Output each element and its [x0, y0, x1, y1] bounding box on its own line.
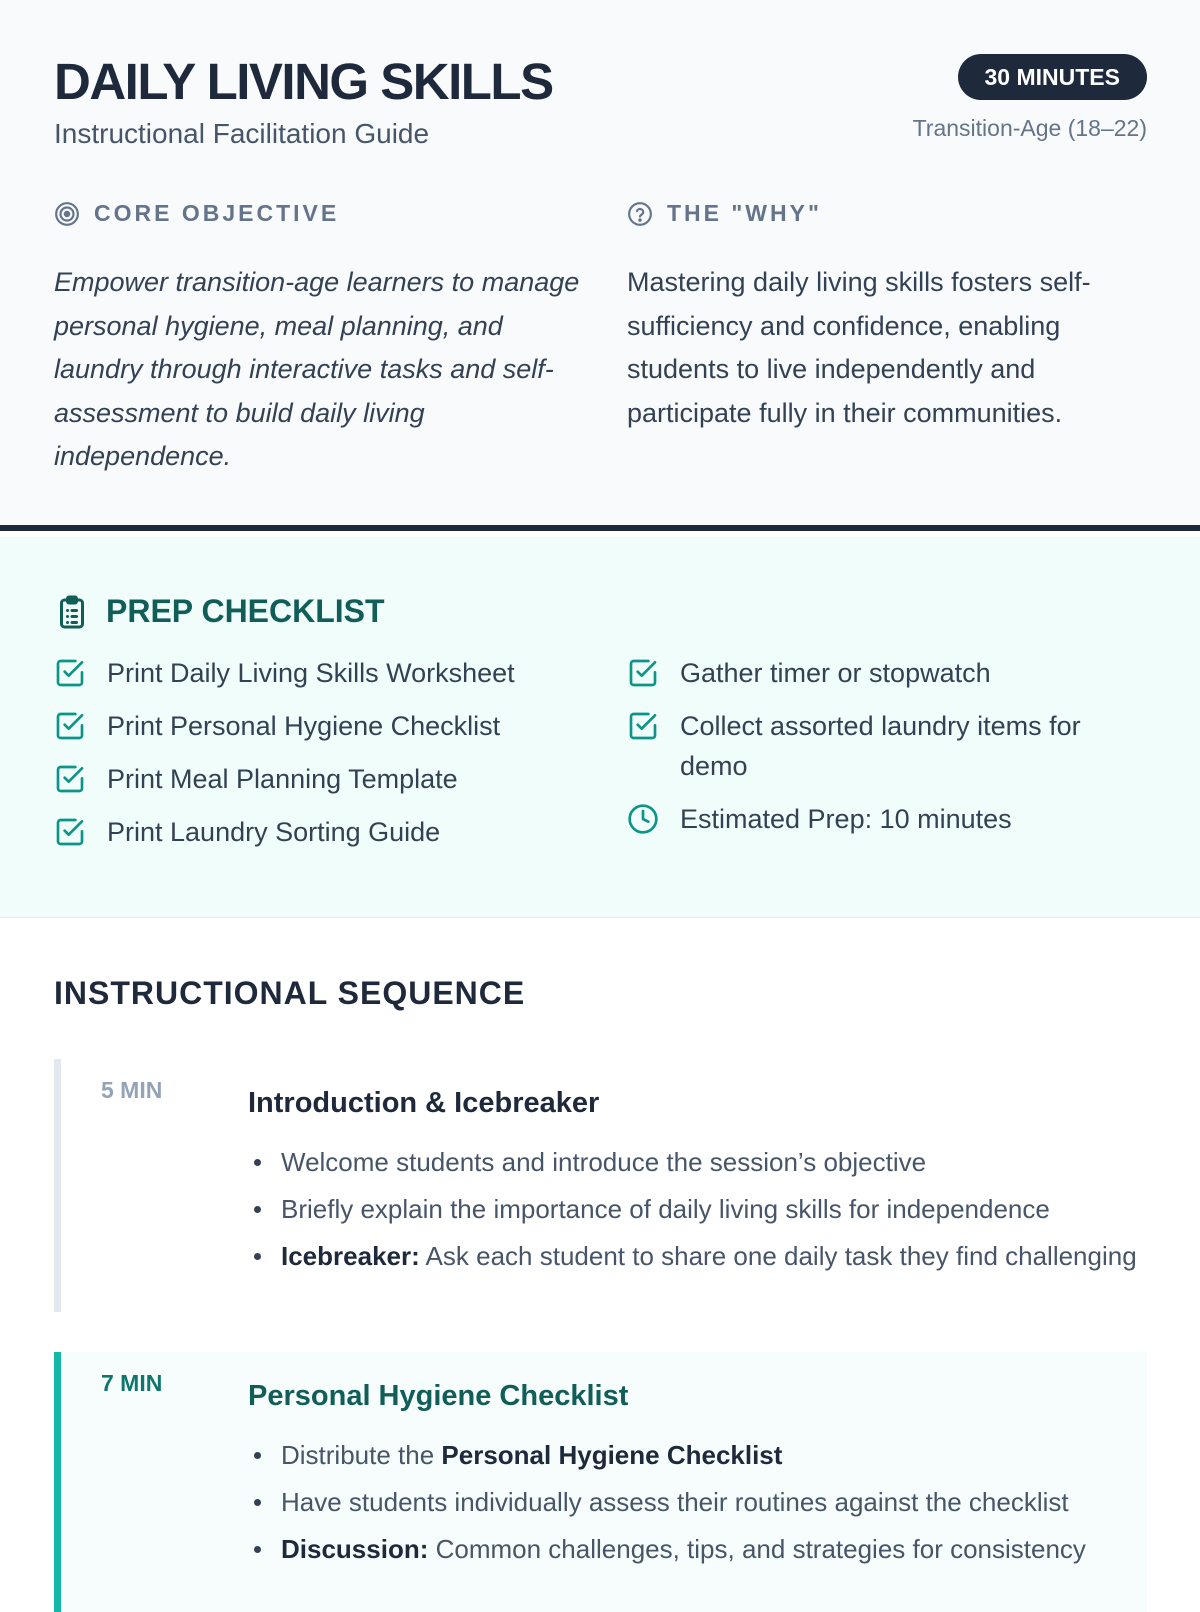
clipboard-icon — [54, 594, 90, 630]
step-bullet-lead: Discussion: — [281, 1534, 429, 1564]
prep-item-label: Gather timer or stopwatch — [680, 658, 991, 688]
estimated-prep — [627, 799, 1147, 839]
instructional-sequence-heading: INSTRUCTIONAL SEQUENCE — [54, 975, 526, 1011]
check-square-icon — [54, 710, 86, 742]
guide-header — [0, 0, 1200, 531]
step-duration: 5 MIN — [101, 1077, 163, 1103]
core-objective-text: Empower transition-age learners to manage personal hygiene, meal planning, and laundry through interactive tasks and self-assessment to build daily living independence. — [54, 267, 580, 471]
step-title: Personal Hygiene Checklist — [248, 1380, 629, 1412]
step-bullet-lead: Distribute the — [281, 1440, 442, 1470]
step-title: Introduction & Icebreaker — [248, 1087, 600, 1119]
step-bullet — [248, 1435, 1148, 1475]
step-bullet — [248, 1482, 1148, 1522]
prep-checklist-section — [0, 537, 1200, 918]
prep-item — [54, 759, 574, 799]
core-objective-heading-label: CORE OBJECTIVE — [94, 200, 340, 226]
page-title: DAILY LIVING SKILLS — [54, 53, 553, 110]
step-bullet — [248, 1142, 1148, 1182]
prep-item-label: Print Personal Hygiene Checklist — [107, 711, 501, 741]
step-duration: 7 MIN — [101, 1370, 163, 1396]
core-objective-heading — [54, 200, 339, 227]
step-bullet-lead: Icebreaker: — [281, 1241, 420, 1271]
prep-item-label: Print Laundry Sorting Guide — [107, 817, 441, 847]
why-text: Mastering daily living skills fosters self-sufficiency and confidence, enabling students to live independently and participate fully in their communities. — [627, 267, 1091, 428]
check-square-icon — [54, 763, 86, 795]
step-bullet-text: Have students individually assess their routines against the checklist — [281, 1487, 1069, 1517]
step-bullet-text: Ask each student to share one daily task they find challenging — [419, 1241, 1137, 1271]
check-square-icon — [627, 657, 659, 689]
sequence-step-active — [54, 1352, 1147, 1612]
step-bullet-text: Briefly explain the importance of daily living skills for independence — [281, 1194, 1050, 1224]
sequence-step — [54, 1059, 1147, 1312]
prep-item — [627, 706, 1147, 786]
step-bullet — [248, 1529, 1148, 1569]
prep-item — [54, 706, 574, 746]
step-bullet-list — [248, 1142, 1148, 1283]
prep-checklist-heading — [54, 593, 385, 630]
check-square-icon — [54, 657, 86, 689]
step-bullet — [248, 1189, 1148, 1229]
prep-item-label: Print Meal Planning Template — [107, 764, 458, 794]
step-bullet-text: Welcome students and introduce the session’s objective — [281, 1147, 927, 1177]
step-bullet-text: Common challenges, tips, and strategies for consistency — [428, 1534, 1086, 1564]
prep-list-left — [54, 653, 574, 865]
prep-list-right — [627, 653, 1147, 852]
audience-label: Transition-Age (18–22) — [912, 115, 1147, 141]
step-bullet-bold: Personal Hygiene Checklist — [441, 1440, 783, 1470]
prep-item — [54, 653, 574, 693]
why-heading — [627, 200, 822, 227]
target-icon — [54, 201, 80, 227]
check-square-icon — [627, 710, 659, 742]
step-bullet-list — [248, 1435, 1148, 1576]
page-subtitle: Instructional Facilitation Guide — [54, 118, 430, 149]
prep-item — [54, 812, 574, 852]
clock-icon — [627, 803, 659, 835]
estimated-prep-label: Estimated Prep: 10 minutes — [680, 804, 1012, 834]
why-heading-label: THE "WHY" — [667, 200, 822, 226]
prep-item-label: Print Daily Living Skills Worksheet — [107, 658, 515, 688]
prep-item-label: Collect assorted laundry items for demo — [680, 711, 1081, 781]
duration-badge: 30 MINUTES — [958, 54, 1147, 100]
check-square-icon — [54, 816, 86, 848]
prep-checklist-heading-label: PREP CHECKLIST — [106, 593, 385, 629]
prep-item — [627, 653, 1147, 693]
step-bullet — [248, 1236, 1148, 1276]
question-circle-icon — [627, 201, 653, 227]
